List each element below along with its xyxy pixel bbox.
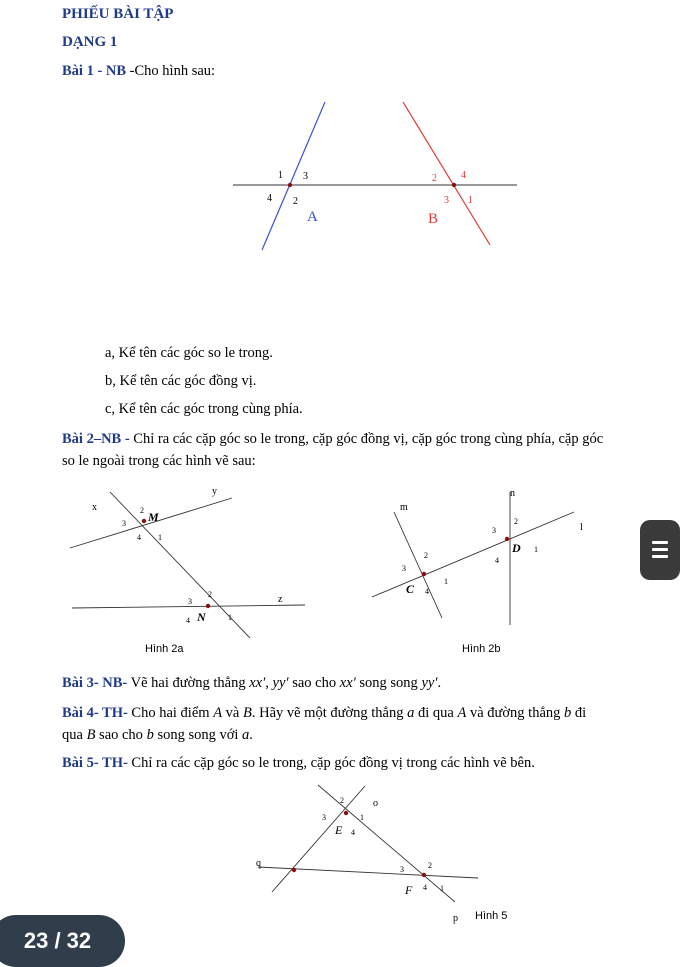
figure-2a	[60, 478, 320, 658]
line-o	[272, 786, 365, 892]
exercise-1-item-b: b, Kể tên các góc đồng vị.	[105, 373, 257, 389]
math-b-point: B	[86, 727, 96, 743]
exercise-4-part: Cho hai điểm	[127, 705, 214, 721]
math-xx: xx′	[249, 675, 266, 691]
worksheet-title: PHIẾU BÀI TẬP	[62, 6, 174, 22]
exercise-5-text	[62, 752, 535, 774]
line-q	[258, 867, 478, 878]
line-p	[318, 785, 455, 902]
angle-a3: 3	[303, 171, 308, 182]
label-a: A	[307, 209, 318, 225]
point-q-intersection	[292, 868, 296, 872]
exercise-3-part: sao cho	[288, 675, 340, 691]
angle-m2: 2	[140, 506, 144, 515]
angle-d1: 1	[534, 545, 538, 554]
exercise-2-text	[62, 428, 682, 472]
label-d: D	[512, 541, 521, 555]
point-a	[288, 183, 292, 187]
math-b-line: b	[146, 727, 154, 743]
angle-e2: 2	[340, 796, 344, 805]
exercise-4-label: Bài 4- TH-	[62, 705, 128, 721]
exercise-4-part: . Hãy vẽ một đường thẳng	[251, 705, 408, 721]
angle-a1: 1	[278, 170, 283, 181]
exercise-4-part: và đường thẳng	[466, 705, 565, 721]
angle-m1: 1	[158, 533, 162, 542]
point-d	[505, 537, 509, 541]
exercise-3-part: Vẽ hai đường thẳng	[127, 675, 250, 691]
exercise-2-line1: Chỉ ra các cặp góc so le trong, cặp góc đồng vị, cặp góc trong cùng phía, cặp góc	[129, 431, 604, 447]
angle-e1: 1	[360, 813, 364, 822]
angle-e4: 4	[351, 828, 355, 837]
point-m	[142, 519, 146, 523]
exercise-4-text	[62, 702, 682, 746]
exercise-3-text	[62, 672, 441, 694]
math-a-line: a	[242, 727, 250, 743]
exercise-2-label: Bài 2–NB -	[62, 431, 130, 447]
exercise-1-text: -Cho hình sau:	[126, 63, 216, 79]
angle-f4: 4	[423, 883, 427, 892]
label-l-line: l	[580, 522, 583, 533]
label-f: F	[405, 883, 413, 897]
angle-f3: 3	[400, 865, 404, 874]
math-yy: yy′	[421, 675, 438, 691]
math-xx: xx′	[339, 675, 356, 691]
math-a-point: A	[457, 705, 467, 721]
exercise-4-part: và	[222, 705, 243, 721]
angle-n2: 2	[208, 590, 212, 599]
angle-m4: 4	[137, 533, 141, 542]
math-a-point: A	[213, 705, 223, 721]
label-m-line: m	[400, 502, 408, 513]
point-c	[422, 572, 426, 576]
angle-n3: 3	[188, 597, 192, 606]
angle-d3: 3	[492, 526, 496, 535]
point-b	[452, 183, 456, 187]
label-n: N	[197, 610, 206, 624]
label-m: M	[148, 510, 159, 524]
label-p: p	[453, 913, 458, 924]
angle-c2: 2	[424, 551, 428, 560]
angle-a4: 4	[267, 193, 272, 204]
angle-d2: 2	[514, 517, 518, 526]
exercise-5-body: Chỉ ra các cặp góc so le trong, cặp góc đồng vị trong các hình vẽ bên.	[127, 755, 535, 771]
angle-c3: 3	[402, 564, 406, 573]
angle-n4: 4	[186, 616, 190, 625]
angle-a2: 2	[293, 196, 298, 207]
figure-2a-caption: Hình 2a	[145, 643, 184, 655]
exercise-4-part: song song với	[153, 727, 243, 743]
line-l	[372, 512, 574, 597]
angle-d4: 4	[495, 556, 499, 565]
exercise-3-part: .	[437, 675, 442, 691]
angle-b3: 3	[444, 195, 449, 206]
label-c: C	[406, 582, 415, 596]
menu-icon-bar	[652, 541, 668, 544]
angle-e3: 3	[322, 813, 326, 822]
exercise-1-label: Bài 1 - NB	[62, 63, 127, 79]
exercise-4-part: đi qua	[414, 705, 458, 721]
exercise-2-line2: so le ngoài trong các hình vẽ sau:	[62, 453, 256, 469]
angle-c4: 4	[425, 587, 429, 596]
exercise-3-part: song song	[355, 675, 422, 691]
figure-1-blue-line	[262, 102, 325, 250]
math-b-line: b	[564, 705, 572, 721]
math-yy: yy′	[272, 675, 289, 691]
exercise-1-item-a: a, Kể tên các góc so le trong.	[105, 345, 273, 361]
exercise-3-part: ,	[265, 675, 269, 691]
exercise-4-part: .	[249, 727, 253, 743]
point-n	[206, 604, 210, 608]
label-o: o	[373, 798, 378, 809]
point-e	[344, 811, 348, 815]
math-a-line: a	[407, 705, 415, 721]
page-indicator[interactable]: 23 / 32	[0, 915, 125, 967]
angle-f2: 2	[428, 861, 432, 870]
exercise-1-heading	[62, 60, 215, 82]
figure-1	[220, 95, 530, 260]
menu-icon-bar	[652, 555, 668, 558]
figure-5	[250, 780, 550, 930]
figure-2b	[362, 480, 612, 660]
label-x: x	[92, 502, 97, 513]
exercise-4-part: đi	[571, 705, 587, 721]
angle-b1: 1	[468, 195, 473, 206]
section-title: DẠNG 1	[62, 34, 118, 50]
angle-m3: 3	[122, 519, 126, 528]
angle-f1: 1	[440, 884, 444, 893]
exercise-5-label: Bài 5- TH-	[62, 755, 128, 771]
angle-b4: 4	[461, 170, 466, 181]
angle-c1: 1	[444, 577, 448, 586]
exercise-4-part: sao cho	[95, 727, 147, 743]
figure-5-caption: Hình 5	[475, 910, 508, 922]
label-z: z	[278, 594, 283, 605]
figure-2b-caption: Hình 2b	[462, 643, 501, 655]
menu-button[interactable]	[640, 520, 680, 580]
exercise-4-part: qua	[62, 727, 87, 743]
point-f	[422, 873, 426, 877]
label-y: y	[212, 486, 217, 497]
figure-1-red-line	[403, 102, 490, 245]
label-e: E	[335, 823, 343, 837]
angle-n1: 1	[228, 613, 232, 622]
exercise-1-item-c: c, Kể tên các góc trong cùng phía.	[105, 401, 303, 417]
exercise-3-label: Bài 3- NB-	[62, 675, 128, 691]
menu-icon-bar	[652, 548, 668, 551]
label-q: q	[256, 858, 261, 869]
math-b-point: B	[242, 705, 252, 721]
label-n-line: n	[510, 488, 515, 499]
label-b: B	[428, 211, 439, 227]
angle-b2: 2	[432, 173, 437, 184]
